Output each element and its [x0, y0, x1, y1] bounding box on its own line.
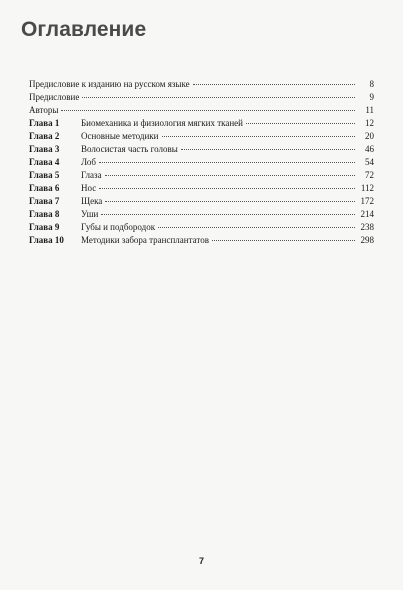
table-of-contents — [29, 78, 374, 247]
toc-entry — [29, 104, 374, 117]
chapter-label: Глава 9 — [29, 222, 60, 232]
chapter-label: Глава 10 — [29, 235, 64, 245]
toc-entry-page: 172 — [360, 196, 374, 206]
chapter-label: Глава 7 — [29, 196, 60, 206]
dot-leader — [246, 123, 355, 124]
toc-chapter-entry — [29, 208, 374, 221]
toc-chapter-entry — [29, 169, 374, 182]
page-title: Оглавление — [21, 18, 147, 41]
dot-leader — [99, 162, 355, 163]
toc-chapter-entry — [29, 234, 374, 247]
toc-entry-title: Биомеханика и физиология мягких тканей — [81, 118, 243, 128]
toc-chapter-entry — [29, 195, 374, 208]
toc-entry-page: 20 — [365, 131, 374, 141]
chapter-label: Глава 6 — [29, 183, 60, 193]
dot-leader — [212, 240, 355, 241]
toc-entry-page: 298 — [360, 235, 374, 245]
chapter-label: Глава 4 — [29, 157, 60, 167]
toc-entry-page: 11 — [365, 105, 374, 115]
chapter-label: Глава 5 — [29, 170, 60, 180]
toc-chapter-entry — [29, 182, 374, 195]
toc-entry-title: Лоб — [81, 157, 96, 167]
chapter-label: Глава 1 — [29, 118, 60, 128]
toc-chapter-entry — [29, 117, 374, 130]
dot-leader — [61, 110, 355, 111]
toc-entry-title: Глаза — [81, 170, 102, 180]
dot-leader — [105, 201, 355, 202]
toc-entry-title: Предисловие к изданию на русском языке — [29, 79, 190, 89]
toc-entry — [29, 91, 374, 104]
toc-entry-page: 8 — [369, 79, 374, 89]
toc-chapter-entry — [29, 130, 374, 143]
toc-entry-title: Уши — [81, 209, 99, 219]
toc-entry-page: 9 — [369, 92, 374, 102]
chapter-label: Глава 8 — [29, 209, 60, 219]
dot-leader — [105, 175, 355, 176]
toc-entry-title: Волосистая часть головы — [81, 144, 178, 154]
toc-entry-page: 72 — [365, 170, 374, 180]
dot-leader — [181, 149, 355, 150]
toc-entry-title: Губы и подбородок — [81, 222, 156, 232]
dot-leader — [82, 97, 355, 98]
toc-entry-title: Щека — [81, 196, 103, 206]
toc-entry-page: 112 — [360, 183, 374, 193]
page-number: 7 — [198, 556, 204, 566]
toc-entry-page: 46 — [365, 144, 374, 154]
dot-leader — [162, 136, 356, 137]
dot-leader — [193, 84, 355, 85]
toc-entry-page: 238 — [360, 222, 374, 232]
dot-leader — [101, 214, 355, 215]
toc-chapter-entry — [29, 221, 374, 234]
toc-entry — [29, 78, 374, 91]
toc-entry-title: Методики забора трансплантатов — [81, 235, 209, 245]
dot-leader — [158, 227, 355, 228]
dot-leader — [99, 188, 355, 189]
toc-entry-page: 214 — [360, 209, 374, 219]
toc-entry-page: 12 — [365, 118, 374, 128]
toc-entry-title: Основные методики — [81, 131, 159, 141]
toc-entry-title: Авторы — [29, 105, 59, 115]
toc-chapter-entry — [29, 143, 374, 156]
toc-chapter-entry — [29, 156, 374, 169]
toc-entry-page: 54 — [365, 157, 374, 167]
chapter-label: Глава 3 — [29, 144, 60, 154]
toc-entry-title: Предисловие — [29, 92, 80, 102]
toc-entry-title: Нос — [81, 183, 97, 193]
chapter-label: Глава 2 — [29, 131, 60, 141]
